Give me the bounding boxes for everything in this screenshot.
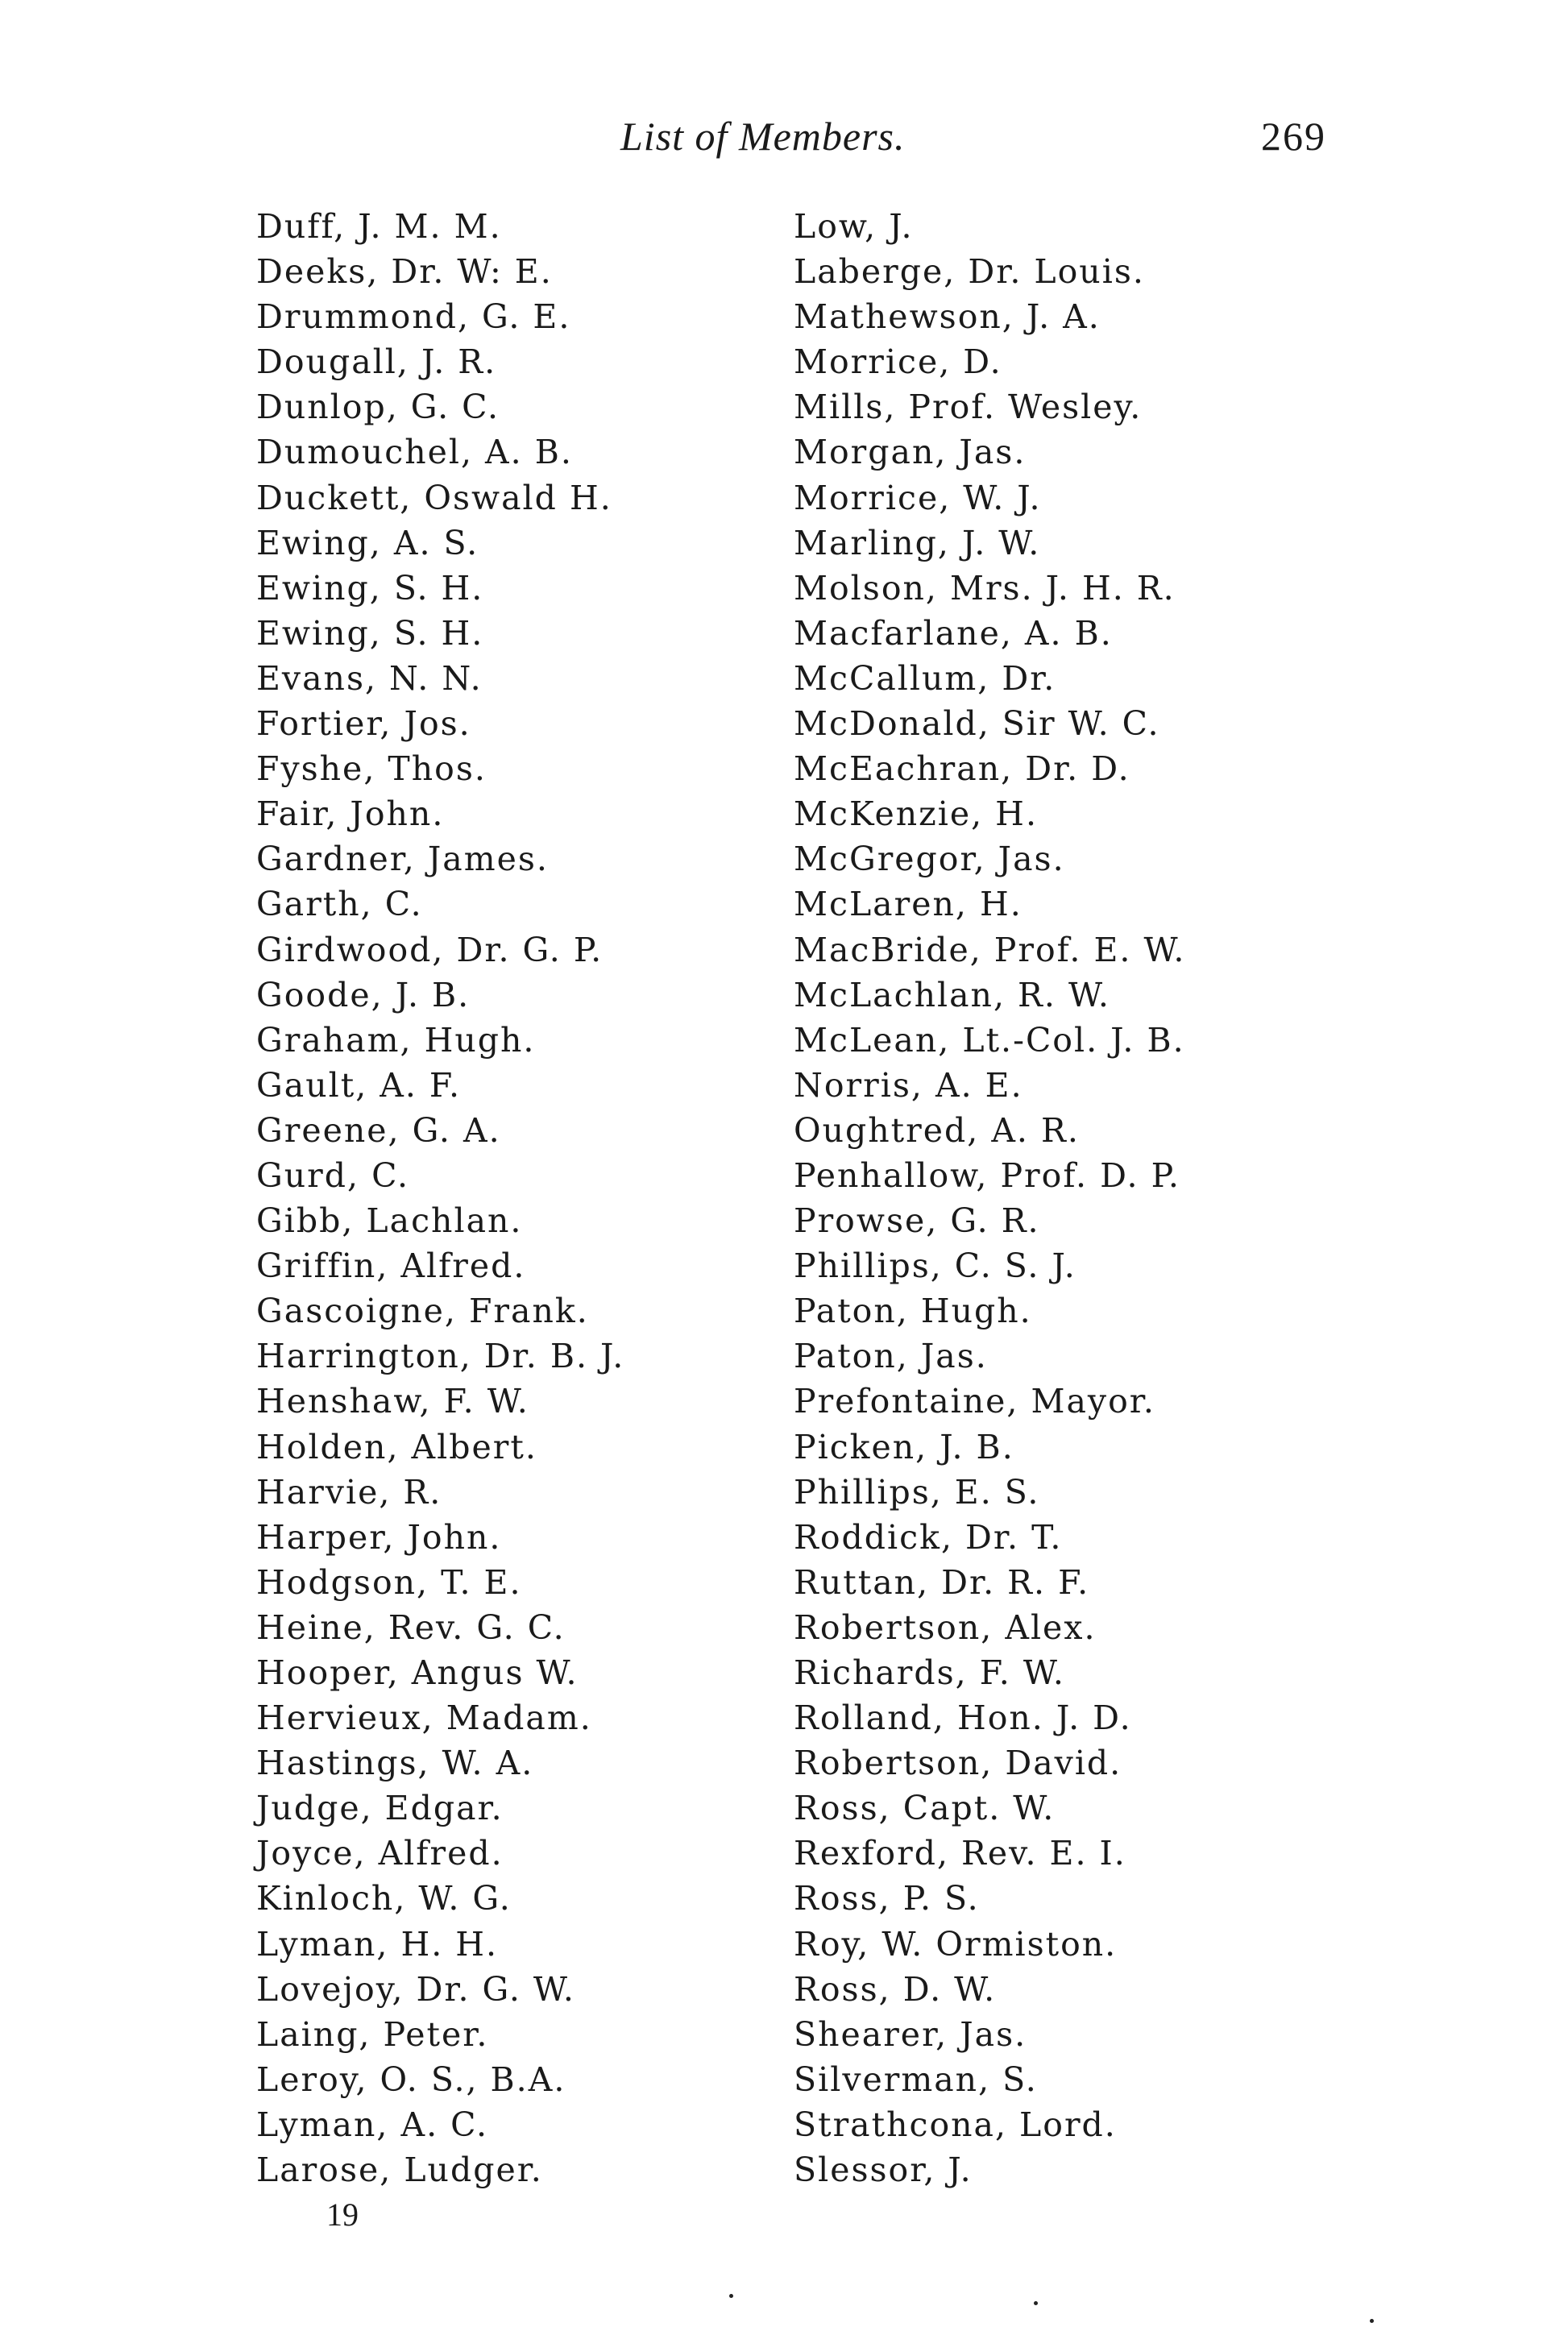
member-name: Low, J.	[794, 207, 914, 246]
member-name: Duckett, Oswald H.	[256, 478, 612, 517]
member-name: Phillips, E. S.	[794, 1472, 1040, 1512]
page-header	[0, 113, 1568, 177]
member-name: Lyman, A. C.	[256, 2105, 489, 2144]
member-name: Hastings, W. A.	[256, 1744, 534, 1783]
member-name: Gibb, Lachlan.	[256, 1201, 523, 1241]
member-name: Silverman, S.	[794, 2059, 1038, 2099]
member-name: Drummond, G. E.	[256, 297, 571, 337]
member-name: Laberge, Dr. Louis.	[794, 252, 1145, 292]
member-name: McDonald, Sir W. C.	[794, 704, 1160, 744]
member-name: Leroy, O. S., B.A.	[256, 2059, 566, 2099]
member-list-left-column	[256, 204, 624, 2192]
member-name: McCallum, Dr.	[794, 658, 1056, 698]
printing-speck	[1370, 2319, 1374, 2323]
member-name: Ewing, S. H.	[256, 568, 484, 608]
member-name: Greene, G. A.	[256, 1110, 501, 1150]
member-name: Strathcona, Lord.	[794, 2105, 1117, 2144]
member-name: Heine, Rev. G. C.	[256, 1607, 566, 1647]
member-name: Hervieux, Madam.	[256, 1698, 592, 1738]
member-name: Ross, Capt. W.	[794, 1789, 1056, 1828]
member-name: Richards, F. W.	[794, 1653, 1065, 1692]
member-name: Gurd, C.	[256, 1155, 410, 1195]
member-name: Fair, John.	[256, 794, 445, 834]
member-name: Kinloch, W. G.	[256, 1879, 512, 1918]
member-name: Duff, J. M. M.	[256, 207, 502, 246]
member-name: Hodgson, T. E.	[256, 1562, 522, 1602]
member-name: Dougall, J. R.	[256, 342, 497, 382]
signature-mark: 19	[326, 2196, 359, 2233]
member-name: Rolland, Hon. J. D.	[794, 1698, 1132, 1738]
member-name: Graham, Hugh.	[256, 1020, 536, 1060]
member-name: Judge, Edgar.	[256, 1789, 504, 1828]
page-number: 269	[1261, 114, 1326, 159]
member-name: Evans, N. N.	[256, 658, 483, 698]
member-name: Penhallow, Prof. D. P.	[794, 1155, 1180, 1195]
member-name: Deeks, Dr. W: E.	[256, 252, 553, 292]
member-name: Rexford, Rev. E. I.	[794, 1834, 1126, 1873]
member-name: Griffin, Alfred.	[256, 1246, 526, 1286]
member-name: Lyman, H. H.	[256, 1924, 499, 1964]
member-name: Ruttan, Dr. R. F.	[794, 1562, 1090, 1602]
member-name: Ross, P. S.	[794, 1879, 980, 1918]
member-name: Dumouchel, A. B.	[256, 433, 573, 472]
member-name: Robertson, David.	[794, 1744, 1122, 1783]
member-name: Morgan, Jas.	[794, 433, 1027, 472]
member-name: Ross, D. W.	[794, 1969, 997, 2009]
member-name: Robertson, Alex.	[794, 1607, 1097, 1647]
member-name: Prowse, G. R.	[794, 1201, 1040, 1241]
member-name: Marling, J. W.	[794, 523, 1041, 562]
member-name: Hooper, Angus W.	[256, 1653, 579, 1692]
member-name: Ewing, A. S.	[256, 523, 479, 562]
running-title: List of Members.	[620, 114, 906, 159]
member-list-right-column	[794, 204, 1185, 2192]
member-name: Harper, John.	[256, 1517, 502, 1557]
member-name: Norris, A. E.	[794, 1065, 1023, 1105]
member-name: Fortier, Jos.	[256, 704, 471, 744]
member-name: Picken, J. B.	[794, 1427, 1014, 1466]
member-name: Morrice, D.	[794, 342, 1002, 382]
member-name: McGregor, Jas.	[794, 840, 1065, 879]
member-name: Roddick, Dr. T.	[794, 1517, 1063, 1557]
member-name: Garth, C.	[256, 885, 423, 924]
member-name: McLean, Lt.-Col. J. B.	[794, 1020, 1185, 1060]
member-name: Holden, Albert.	[256, 1427, 537, 1466]
member-name: Mills, Prof. Wesley.	[794, 388, 1143, 427]
member-name: Shearer, Jas.	[794, 2014, 1027, 2054]
member-name: Lovejoy, Dr. G. W.	[256, 1969, 575, 2009]
member-name: Harrington, Dr. B. J.	[256, 1337, 625, 1376]
member-name: Larose, Ludger.	[256, 2151, 543, 2190]
member-name: Mathewson, J. A.	[794, 297, 1101, 337]
member-name: McKenzie, H.	[794, 794, 1038, 834]
printing-speck	[729, 2294, 733, 2298]
member-name: Girdwood, Dr. G. P.	[256, 930, 604, 969]
member-name: McEachran, Dr. D.	[794, 749, 1130, 789]
member-name: Harvie, R.	[256, 1472, 442, 1512]
member-name: Dunlop, G. C.	[256, 388, 500, 427]
member-name: Laing, Peter.	[256, 2014, 489, 2054]
member-name: Gardner, James.	[256, 840, 549, 879]
member-name: Morrice, W. J.	[794, 478, 1042, 517]
member-name: Slessor, J.	[794, 2151, 973, 2190]
member-name: McLachlan, R. W.	[794, 975, 1110, 1014]
member-name: MacBride, Prof. E. W.	[794, 930, 1186, 969]
member-name: Paton, Jas.	[794, 1337, 988, 1376]
member-name: Macfarlane, A. B.	[794, 613, 1113, 653]
member-name: Prefontaine, Mayor.	[794, 1382, 1155, 1421]
member-name: Ewing, S. H.	[256, 613, 484, 653]
member-name: Joyce, Alfred.	[256, 1834, 504, 1873]
member-name: Gault, A. F.	[256, 1065, 462, 1105]
printing-speck	[1034, 2301, 1038, 2305]
member-name: Paton, Hugh.	[794, 1292, 1032, 1331]
member-name: McLaren, H.	[794, 885, 1023, 924]
member-name: Molson, Mrs. J. H. R.	[794, 568, 1176, 608]
member-name: Oughtred, A. R.	[794, 1110, 1080, 1150]
member-name: Phillips, C. S. J.	[794, 1246, 1076, 1286]
member-name: Gascoigne, Frank.	[256, 1292, 589, 1331]
member-name: Goode, J. B.	[256, 975, 471, 1014]
member-name: Henshaw, F. W.	[256, 1382, 529, 1421]
member-name: Fyshe, Thos.	[256, 749, 487, 789]
member-name: Roy, W. Ormiston.	[794, 1924, 1118, 1964]
